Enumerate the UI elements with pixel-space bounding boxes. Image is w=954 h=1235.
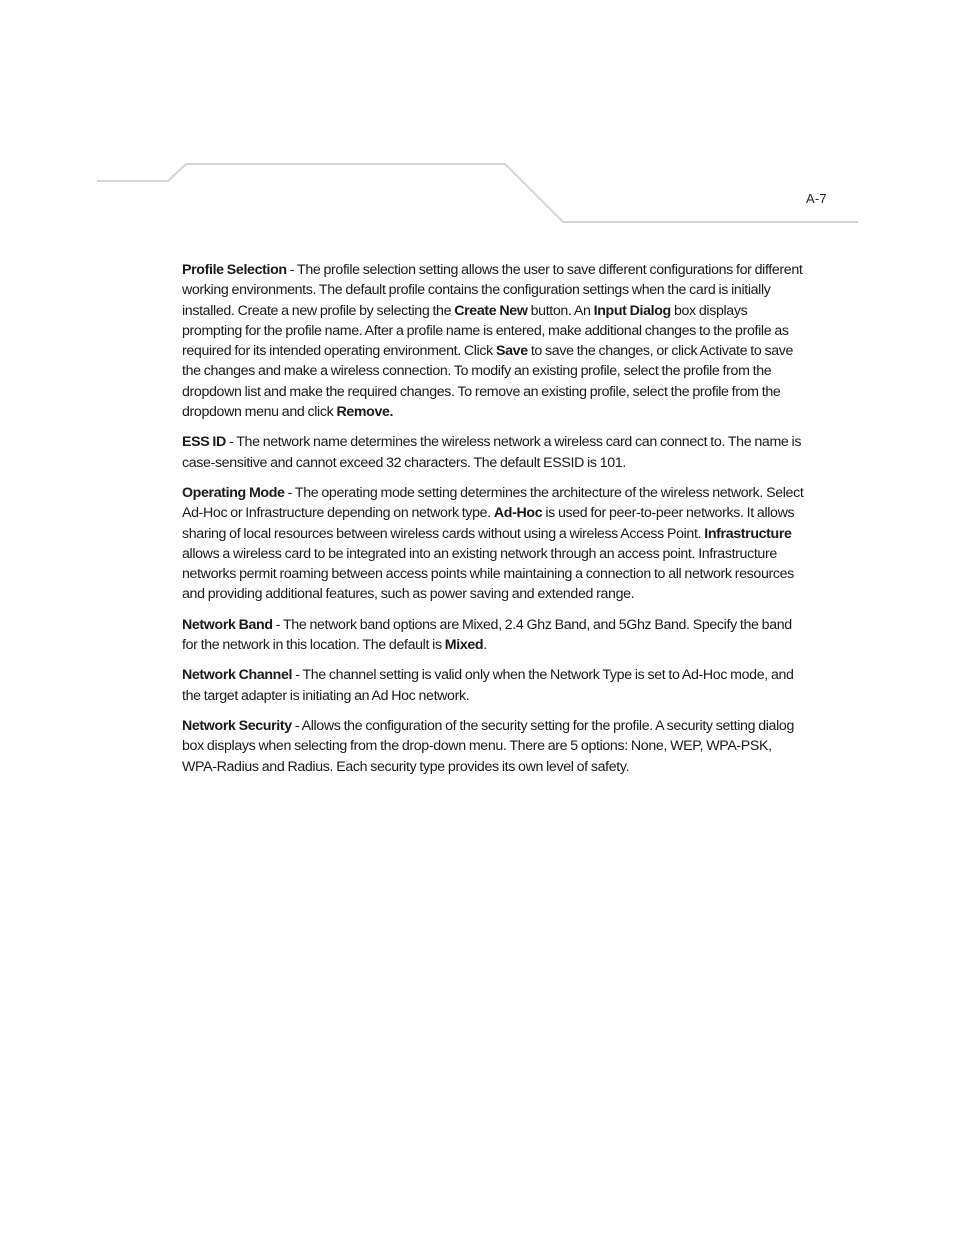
- paragraph-text: allows a wireless card to be integrated into an existing network through an access point. Infrastructure networks permit roaming between access points while maintaining a connection to all network resources and providing additional features, such as power saving and extended range.: [182, 545, 794, 603]
- term-operating-mode: Operating Mode: [182, 484, 285, 501]
- paragraph-text: - The network name determines the wireless network a wireless card can connect to. The name is case-sensitive and cannot exceed 32 characters. The default ESSID is 101.: [182, 434, 802, 471]
- paragraph-text: - Allows the configuration of the security setting for the profile. A security setting dialog box displays when selecting from the drop-down menu. There are 5 options: None, WEP, WPA-PSK, WPA-Radius and Radius. Each security type provides its own level of safety.: [182, 717, 794, 775]
- paragraph-text: - The profile selection setting allows the user to save different configurations for different working environments. The default profile contains the configuration settings when the card is initially installed. Create a new profile by selecting the: [182, 262, 803, 319]
- bold-create-new: Create New: [454, 302, 528, 319]
- paragraph-network-band: [182, 615, 804, 656]
- paragraph-network-channel: [182, 665, 804, 706]
- bold-remove: Remove.: [336, 404, 394, 421]
- bold-input-dialog: Input Dialog: [593, 302, 671, 319]
- paragraph-network-security: [182, 716, 804, 777]
- paragraph-text: button. An: [527, 302, 594, 319]
- document-body: [182, 260, 804, 787]
- bold-ad-hoc: Ad-Hoc: [493, 505, 543, 522]
- term-profile-selection: Profile Selection: [182, 262, 287, 278]
- paragraph-profile-selection: [182, 260, 804, 422]
- paragraph-text: .: [483, 637, 487, 654]
- paragraph-text: is used for peer-to-peer networks. It allows sharing of local resources between wireless cards without using a wireless Access Point.: [182, 505, 795, 542]
- paragraph-ess-id: [182, 432, 804, 473]
- paragraph-text: - The channel setting is valid only when the Network Type is set to Ad-Hoc mode, and the target adapter is initiating an Ad Hoc network.: [182, 667, 794, 704]
- paragraph-text: to save the changes, or click Activate to save the changes and make a wireless connection. To modify an existing profile, select the profile from the dropdown list and make the required changes. To remove an existing profile, select the profile from the dropdown menu and click: [182, 343, 794, 421]
- paragraph-text: - The operating mode setting determines the architecture of the wireless network. Select Ad-Hoc or Infrastructure depending on network type.: [182, 484, 804, 522]
- term-network-band: Network Band: [182, 616, 273, 633]
- paragraph-operating-mode: [182, 483, 804, 605]
- term-network-channel: Network Channel: [182, 667, 293, 684]
- paragraph-text: - The network band options are Mixed, 2.4 Ghz Band, and 5Ghz Band. Specify the band for the network in this location. The default is: [182, 616, 792, 654]
- paragraph-text: box displays prompting for the profile name. After a profile name is entered, make additional changes to the profile as required for its intended operating environment. Click: [182, 302, 789, 360]
- bold-mixed: Mixed: [444, 637, 484, 654]
- term-ess-id: ESS ID: [182, 434, 226, 451]
- bold-save: Save: [496, 343, 528, 360]
- page-number: A-7: [806, 191, 827, 206]
- bold-infrastructure: Infrastructure: [704, 525, 792, 542]
- term-network-security: Network Security: [182, 717, 292, 734]
